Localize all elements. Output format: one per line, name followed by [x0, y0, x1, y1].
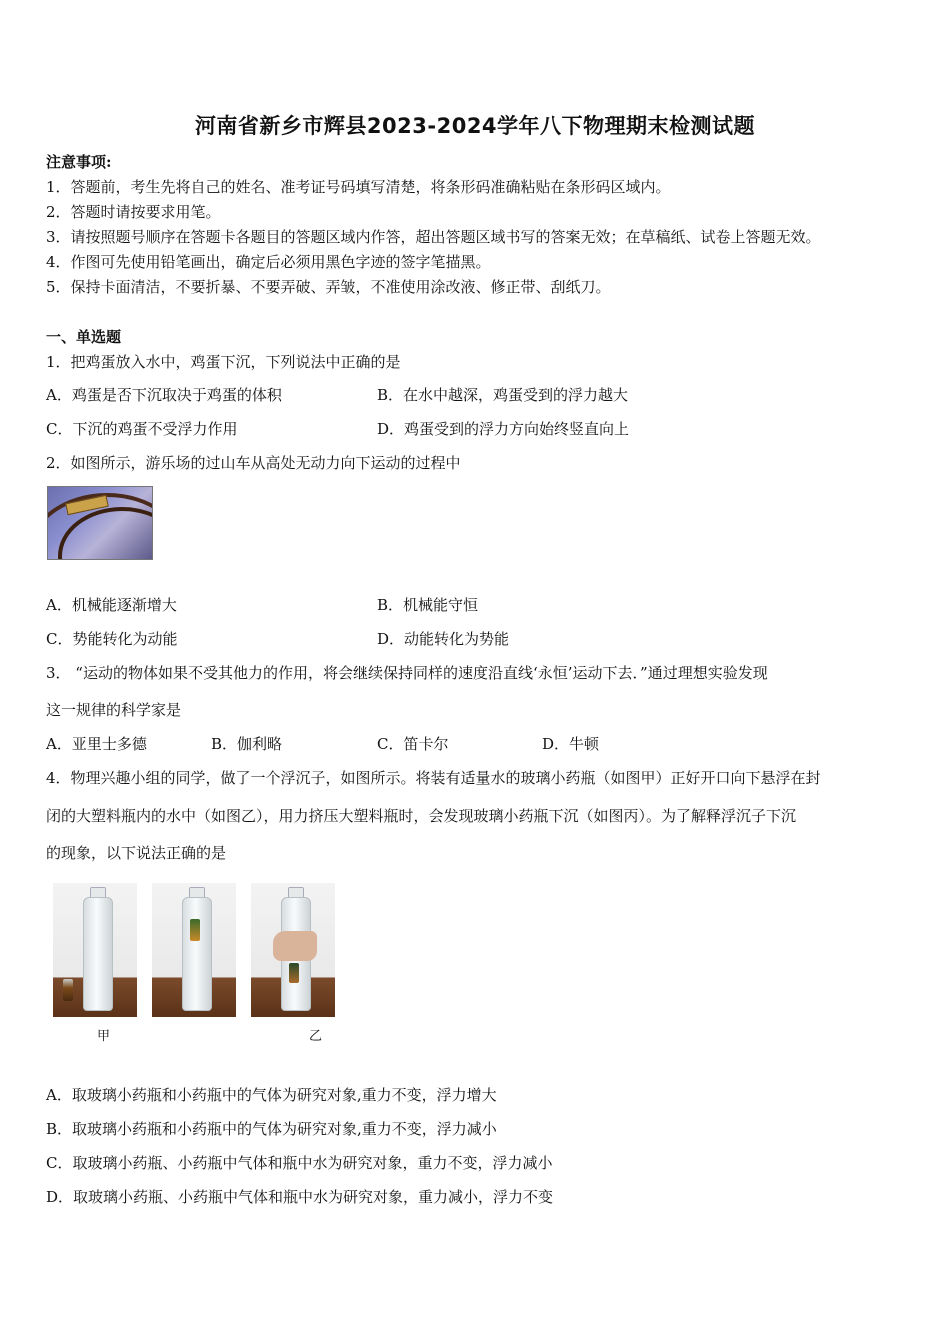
question-4-option-d: D．取玻璃小药瓶、小药瓶中气体和瓶中水为研究对象，重力减小，浮力不变 — [46, 1188, 554, 1206]
notice-heading: 注意事项: — [46, 153, 112, 171]
medicine-vial — [63, 979, 73, 1001]
section-heading: 一、单选题 — [46, 328, 122, 346]
question-3-option-d: D．牛顿 — [542, 735, 600, 753]
question-3-option-c: C．笛卡尔 — [377, 735, 449, 753]
question-4-stem-line: 的现象，以下说法正确的是 — [46, 844, 227, 862]
question-2-option-b: B．机械能守恒 — [377, 596, 479, 614]
question-4-stem-line: 4．物理兴趣小组的同学，做了一个浮沉子，如图所示。将装有适量水的玻璃小药瓶（如图甲）正好开口向下悬浮在封 — [46, 769, 821, 787]
question-2-option-d: D．动能转化为势能 — [377, 630, 510, 648]
question-4-option-c: C．取玻璃小药瓶、小药瓶中气体和瓶中水为研究对象，重力不变，浮力减小 — [46, 1154, 553, 1172]
figure-label-jia: 甲 — [97, 1029, 111, 1044]
figure-label-yi: 乙 — [309, 1029, 323, 1044]
bottle-photo-jia — [53, 883, 137, 1017]
page-title: 河南省新乡市辉县2023-2024学年八下物理期末检测试题 — [194, 114, 756, 138]
floating-vial — [190, 919, 200, 941]
question-3-option-b: B．伽利略 — [211, 735, 283, 753]
bottle-photo-bing — [251, 883, 335, 1017]
notice-item: 3．请按照题号顺序在答题卡各题目的答题区域内作答，超出答题区域书写的答案无效；在草稿纸、试卷上答题无效。 — [46, 228, 821, 246]
question-1-stem: 1．把鸡蛋放入水中，鸡蛋下沉，下列说法中正确的是 — [46, 353, 401, 371]
question-2-stem: 2．如图所示，游乐场的过山车从高处无动力向下运动的过程中 — [46, 454, 461, 472]
question-1-option-d: D．鸡蛋受到的浮力方向始终竖直向上 — [377, 420, 630, 438]
notice-item: 2．答题时请按要求用笔。 — [46, 203, 221, 221]
notice-item: 4．作图可先使用铅笔画出，确定后必须用黑色字迹的签字笔描黑。 — [46, 253, 491, 271]
plastic-bottle — [83, 897, 113, 1011]
question-1-option-b: B．在水中越深，鸡蛋受到的浮力越大 — [377, 386, 629, 404]
bottle-photo-yi — [152, 883, 236, 1017]
question-2-option-c: C．势能转化为动能 — [46, 630, 178, 648]
question-3-stem-line: 3． “运动的物体如果不受其他力的作用，将会继续保持同样的速度沿直线‘永恒’运动下去．”通过理想实验发现 — [46, 664, 768, 682]
question-4-option-a: A．取玻璃小药瓶和小药瓶中的气体为研究对象,重力不变，浮力增大 — [46, 1086, 497, 1104]
question-3-stem-line: 这一规律的科学家是 — [46, 701, 182, 719]
question-1-option-c: C．下沉的鸡蛋不受浮力作用 — [46, 420, 238, 438]
question-3-option-a: A．亚里士多德 — [46, 735, 147, 753]
question-1-option-a: A．鸡蛋是否下沉取决于鸡蛋的体积 — [46, 386, 282, 404]
question-4-option-b: B．取玻璃小药瓶和小药瓶中的气体为研究对象,重力不变，浮力减小 — [46, 1120, 497, 1138]
roller-coaster-image — [47, 486, 153, 560]
question-2-option-a: A．机械能逐渐增大 — [46, 596, 177, 614]
notice-item: 5．保持卡面清洁，不要折暴、不要弄破、弄皱，不准使用涂改液、修正带、刮纸刀。 — [46, 278, 611, 296]
plastic-bottle — [182, 897, 212, 1011]
sinking-vial — [289, 963, 299, 983]
squeezing-hand — [273, 931, 317, 961]
question-4-stem-line: 闭的大塑料瓶内的水中（如图乙），用力挤压大塑料瓶时，会发现玻璃小药瓶下沉（如图丙）。为了解释浮沉子下沉 — [46, 807, 797, 825]
notice-item: 1．答题前，考生先将自己的姓名、准考证号码填写清楚，将条形码准确粘贴在条形码区域内。 — [46, 178, 671, 196]
